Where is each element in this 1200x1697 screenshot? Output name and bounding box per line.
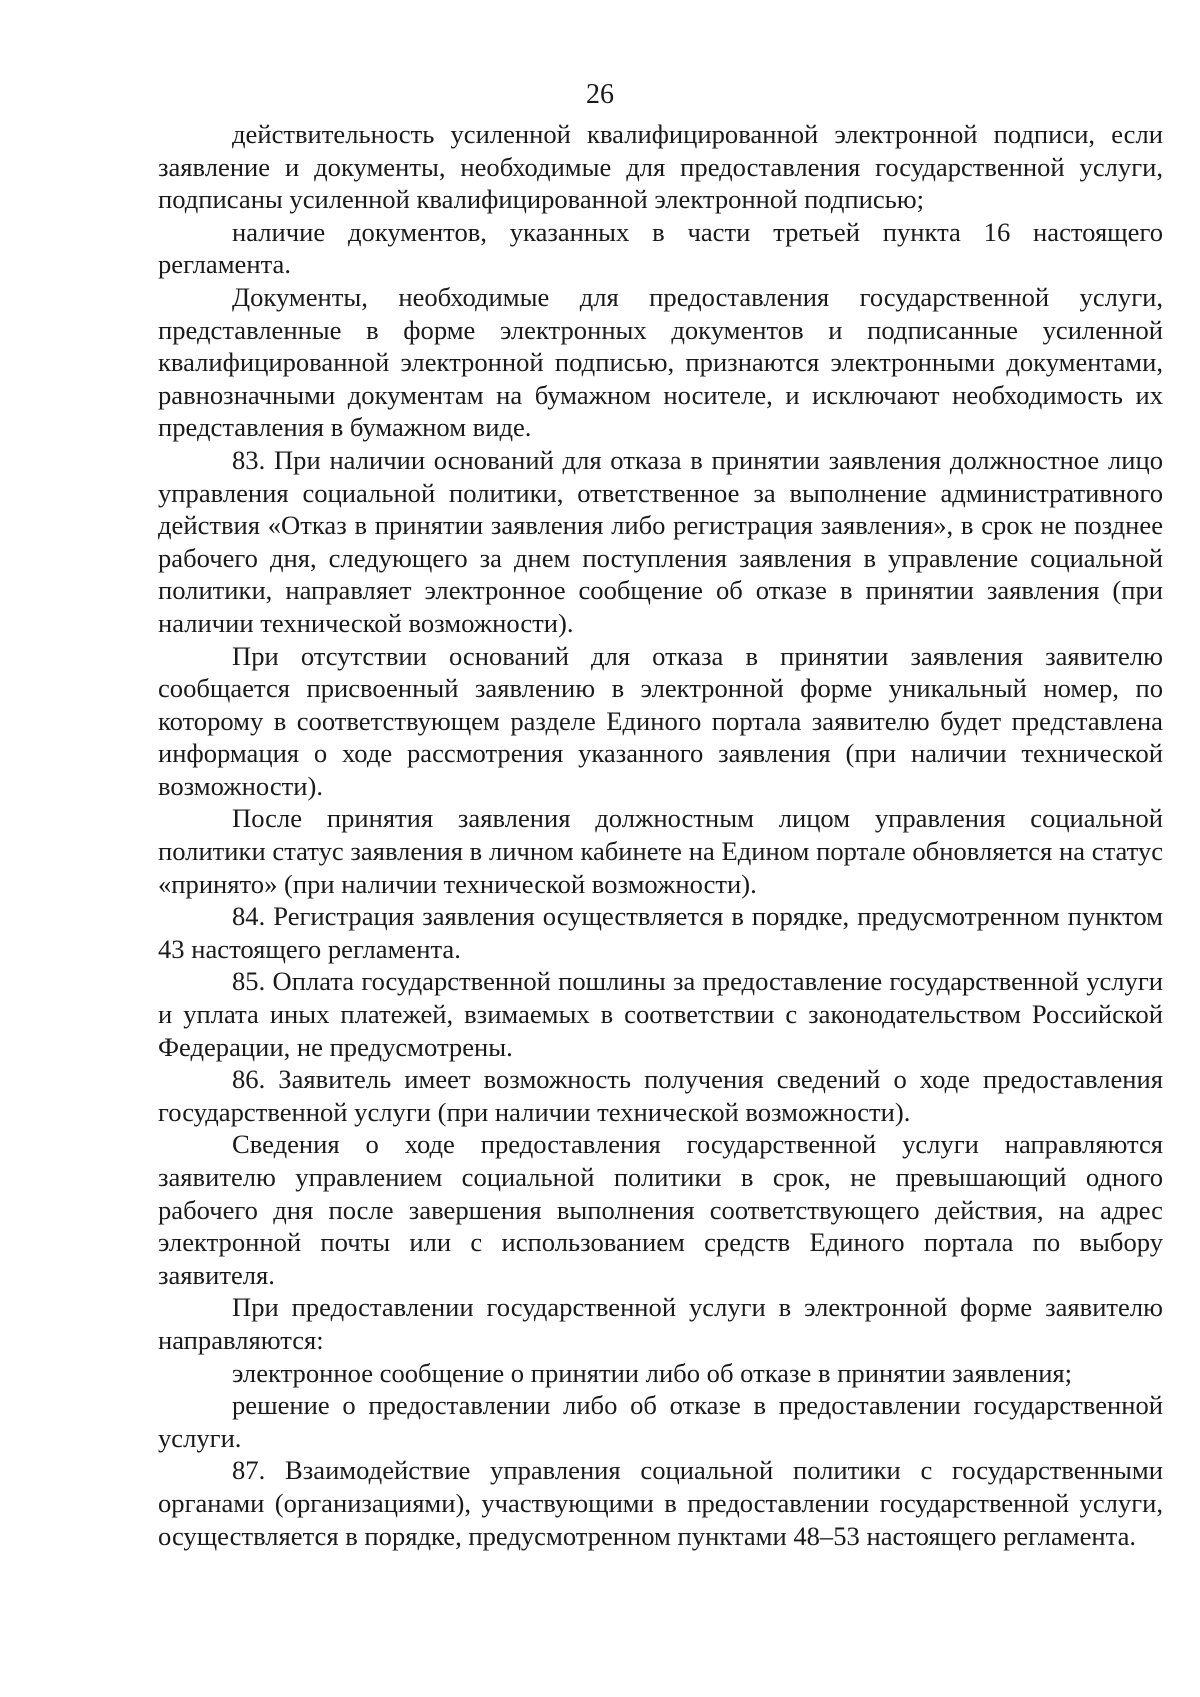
page-number: 26 <box>586 79 614 110</box>
paragraph: Документы, необходимые для предоставления государственной услуги, представленные в форме электронных документов и подписанные усиленной квалифицированной электронной подписью, признаются электронными документами, равнозначными документам на бумажном носителе, и исключают необходимость их представления в бумажном виде. <box>158 281 1163 443</box>
paragraph: При отсутствии оснований для отказа в принятии заявления заявителю сообщается присвоенный заявлению в электронной форме уникальный номер, по которому в соответствующем разделе Единого портала заявителю будет представлена информация о ходе рассмотрения указанного заявления (при наличии технической возможности). <box>158 640 1163 801</box>
paragraph: наличие документов, указанных в части третьей пункта 16 настоящего регламента. <box>158 216 1163 280</box>
paragraph-item-85: 85. Оплата государственной пошлины за предоставление государственной услуги и уплата иных платежей, взимаемых в соответствии с законодательством Российской Федерации, не предусмотрены. <box>158 966 1163 1062</box>
document-body <box>158 118 1163 1552</box>
paragraph: После принятия заявления должностным лицом управления социальной политики статус заявления в личном кабинете на Едином портале обновляется на статус «принято» (при наличии технической возможности). <box>158 803 1163 899</box>
paragraph-item-84: 84. Регистрация заявления осуществляется в порядке, предусмотренном пунктом 43 настоящего регламента. <box>158 901 1163 964</box>
paragraph: электронное сообщение о принятии либо об отказе в принятии заявления; <box>232 1357 1073 1388</box>
paragraph: При предоставлении государственной услуги в электронной форме заявителю направляются: <box>158 1292 1163 1355</box>
paragraph: действительность усиленной квалифицированной электронной подписи, если заявление и документы, необходимые для предоставления государственной услуги, подписаны усиленной квалифицированной электронной подписью; <box>158 119 1163 215</box>
paragraph-item-86: 86. Заявитель имеет возможность получения сведений о ходе предоставления государственной услуги (при наличии технической возможности). <box>158 1064 1163 1127</box>
paragraph: решение о предоставлении либо об отказе в предоставлении государственной услуги. <box>158 1390 1163 1453</box>
paragraph-item-87: 87. Взаимодействие управления социальной политики с государственными органами (организациями), участвующими в предоставлении государственной услуги, осуществляется в порядке, предусмотренном пунктами 48–53 настоящего регламента. <box>158 1455 1163 1551</box>
paragraph-item-83: 83. При наличии оснований для отказа в принятии заявления должностное лицо управления социальной политики, ответственное за выполнение административного действия «Отказ в принятии заявления либо регистрация заявления», в срок не позднее рабочего дня, следующего за днем поступления заявления в управление социальной политики, направляет электронное сообщение об отказе в принятии заявления (при наличии технической возможности). <box>158 444 1163 638</box>
paragraph: Сведения о ходе предоставления государственной услуги направляются заявителю управлением социальной политики в срок, не превышающий одного рабочего дня после завершения выполнения соответствующего действия, на адрес электронной почты или с использованием средств Единого портала по выбору заявителя. <box>158 1129 1163 1290</box>
